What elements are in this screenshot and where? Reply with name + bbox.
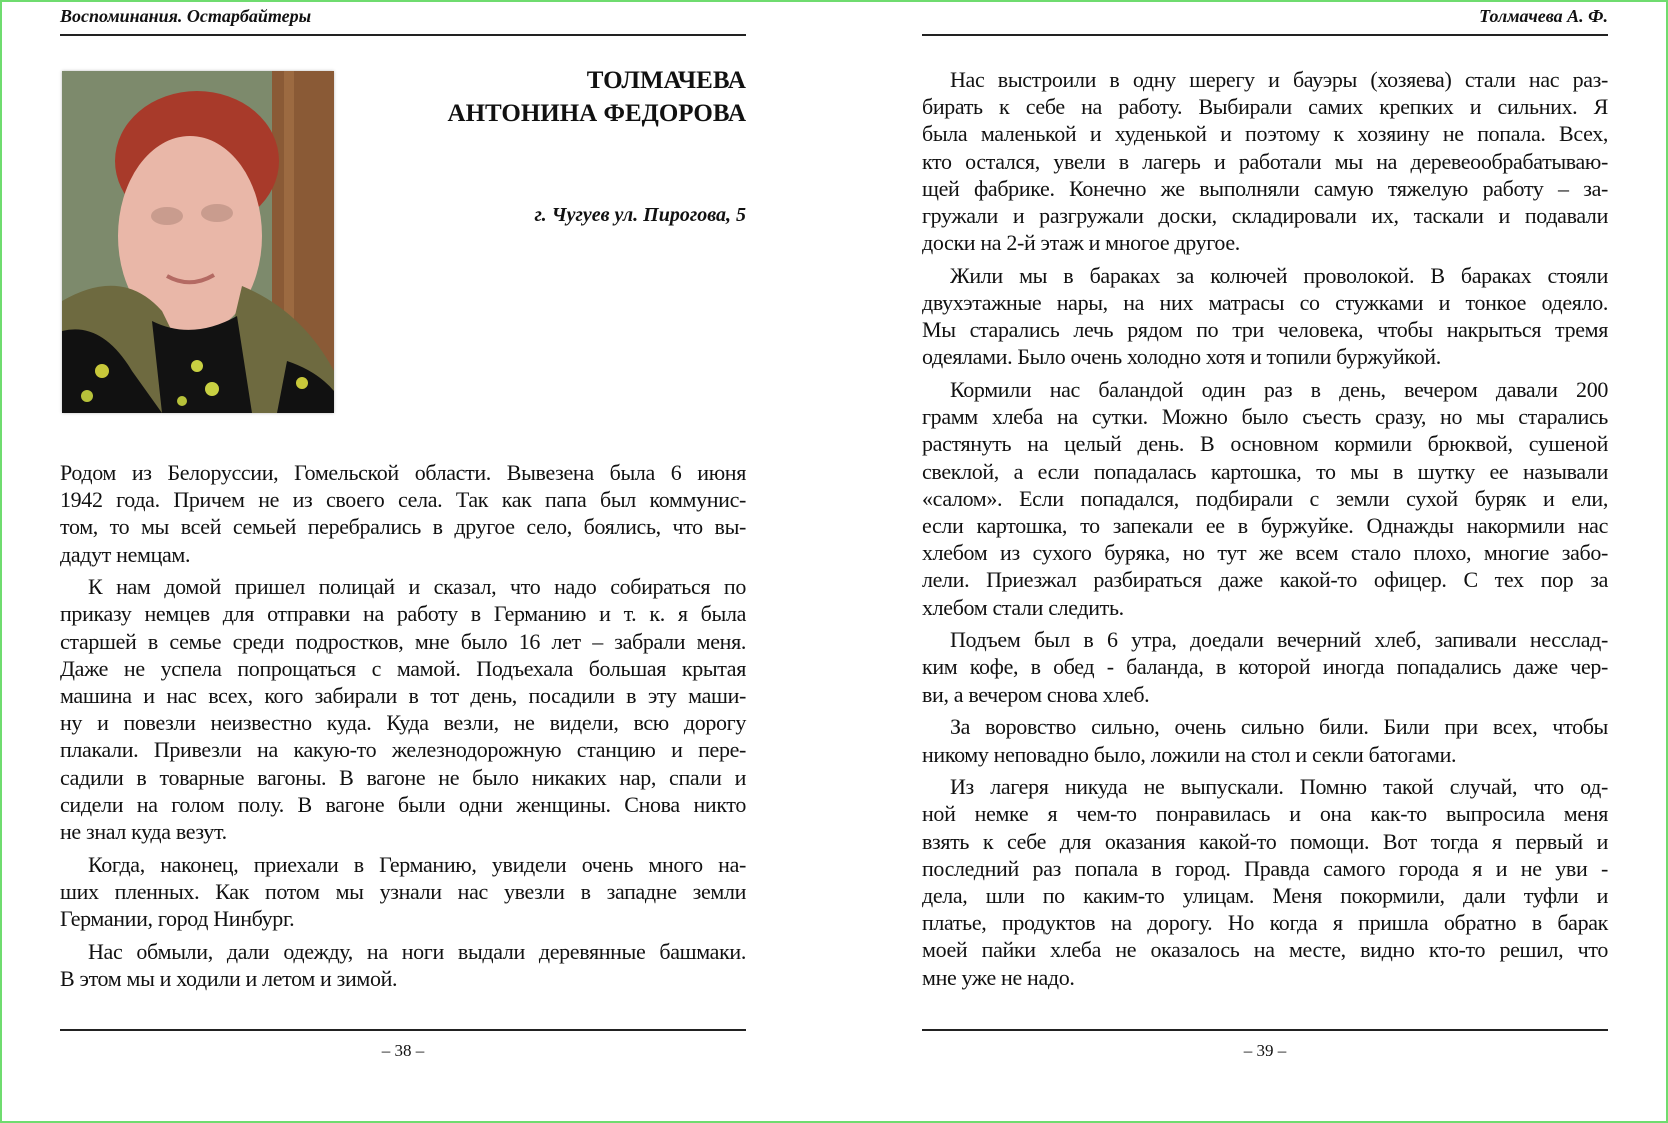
text-line: моей пайки хлеба не оказалось на месте, видно кто-то решил, что: [922, 937, 1608, 963]
text-line: Из лагеря никуда не выпускали. Помню такой случай, что од-: [950, 774, 1608, 800]
text-line: щей фабрике. Конечно же выполняли самую тяжелую работу – за-: [922, 175, 1608, 201]
text-line: Мы старались лечь рядом по три человека, чтобы накрыться тремя: [922, 317, 1608, 343]
text-line: лели. Приезжал разбираться даже какой-то офицер. С тех пор за: [922, 567, 1608, 593]
paragraph: [60, 459, 746, 568]
portrait-photo: [62, 71, 334, 413]
text-line: никому неповадно было, ложили на стол и секли батогами.: [922, 741, 1457, 767]
text-line: двухэтажные нары, на них матрасы со стужками и тонкое одеяло.: [922, 290, 1608, 315]
text-line: За воровство сильно, очень сильно били. Били при всех, чтобы: [950, 714, 1608, 740]
text-line: старшей в семье среди подростков, мне было 16 лет – забрали меня.: [60, 628, 746, 654]
text-line: приказу немцев для отправки на работу в Германию и т. к. я была: [60, 601, 746, 627]
title-given-names: АНТОНИНА ФЕДОРОВА: [447, 100, 746, 127]
paragraph: [60, 573, 746, 845]
text-line: Подъем был в 6 утра, доедали вечерний хлеб, запивали несслад-: [950, 627, 1608, 653]
text-line: хлебом из сухого буряка, но тут же всем стало плохо, многие забо-: [922, 540, 1608, 566]
footer-rule: [922, 1029, 1608, 1031]
text-line: дела, шли по каким-то улицам. Меня покормили, дали туфли и: [922, 882, 1608, 908]
text-line: одеялами. Было очень холодно хотя и топили буржуйкой.: [922, 344, 1441, 370]
text-line: дадут немцам.: [60, 541, 191, 567]
text-line: Кормили нас баландой один раз в день, вечером давали 200: [950, 377, 1608, 403]
text-line: взять к себе для оказания какой-то помощи. Вот тогда я первый и: [922, 828, 1608, 854]
text-line: Нас выстроили в одну шерегу и бауэры (хозяева) стали нас раз-: [950, 67, 1608, 92]
page-number-left: – 38 –: [381, 1041, 425, 1060]
paragraph: [922, 626, 1608, 708]
text-line: ну и повезли неизвестно куда. Куда везли, не видели, всю дорогу: [60, 710, 746, 736]
text-line: кто остался, увели в лагерь и работали мы на деревеообрабатываю-: [922, 148, 1608, 174]
text-line: «салом». Если попадался, подбирали с земли сухой буряк и ели,: [922, 485, 1608, 511]
text-line: машина и нас всех, кого забирали в тот день, посадили в эту маши-: [60, 683, 746, 708]
paragraph: [60, 938, 746, 992]
text-line: Когда, наконец, приехали в Германию, увидели очень много на-: [88, 851, 746, 877]
text-line: Родом из Белоруссии, Гомельской области. Вывезена была 6 июня: [60, 460, 746, 485]
text-line: плакали. Привезли на какую-то железнодорожную станцию и пере-: [60, 737, 746, 763]
text-line: последний раз попала в город. Правда самого города я и не уви -: [922, 855, 1608, 881]
footer-rule: [60, 1029, 746, 1031]
text-line: сидели на голом полу. В вагоне были одни женщины. Снова никто: [60, 791, 746, 817]
text-line: не знал куда везут.: [60, 818, 227, 844]
text-line: садили в товарные вагоны. В вагоне не было никаких нар, спали и: [60, 764, 746, 790]
text-line: ших пленных. Как потом мы узнали нас увезли в западне земли: [60, 878, 746, 904]
text-line: гружали и разгружали доски, складировали их, таскали и подавали: [922, 202, 1608, 228]
header-rule: [922, 34, 1608, 36]
text-line: растянуть на целый день. В основном кормили брюквой, сушеной: [922, 431, 1608, 457]
header-rule: [60, 34, 746, 36]
text-line: В этом мы и ходили и летом и зимой.: [60, 965, 398, 991]
running-head-left: Воспоминания. Остарбайтеры: [60, 6, 312, 26]
text-line: том, то мы всей семьей перебрались в другое село, боялись, что вы-: [60, 514, 746, 540]
address: г. Чугуев ул. Пирогова, 5: [534, 204, 746, 226]
running-head-right: Толмачева А. Ф.: [1479, 6, 1608, 26]
article-title: [448, 64, 746, 130]
text-line: Даже не успела попрощаться с мамой. Подъехала большая крытая: [60, 655, 746, 681]
page-number-right: – 39 –: [1243, 1041, 1287, 1060]
text-line: бирать к себе на работу. Выбирали самих крепких и сильних. Я: [922, 94, 1608, 120]
paragraph: [60, 851, 746, 933]
text-line: Германии, город Нинбург.: [60, 906, 295, 931]
text-line: свеклой, а если попадалась картошка, то мы в шутку ее называли: [922, 458, 1608, 484]
text-line: хлебом стали следить.: [922, 594, 1124, 620]
title-surname: ТОЛМАЧЕВА: [586, 67, 746, 94]
text-line: 1942 года. Причем не из своего села. Так как папа был коммунис-: [60, 487, 746, 513]
text-line: мне уже не надо.: [922, 964, 1075, 990]
paragraph: [922, 773, 1608, 991]
right-page: [922, 0, 1608, 1123]
body-text-right: [922, 66, 1608, 996]
text-line: ви, а вечером снова хлеб.: [922, 681, 1150, 707]
paragraph: [922, 713, 1608, 767]
left-page: [60, 0, 746, 1123]
text-line: платье, продуктов на дорогу. Но когда я пришла обратно в барак: [922, 910, 1608, 936]
text-line: была маленькой и худенькой и поэтому к хозяину не попала. Всех,: [922, 121, 1608, 147]
paragraph: [922, 262, 1608, 371]
text-line: если картошка, то запекали ее в буржуйке. Однажды накормили нас: [922, 513, 1608, 538]
text-line: Нас обмыли, дали одежду, на ноги выдали деревянные башмаки.: [88, 938, 746, 964]
paragraph: [922, 376, 1608, 621]
text-line: Жили мы в бараках за колючей проволокой. В бараках стояли: [950, 262, 1608, 288]
paragraph: [922, 66, 1608, 256]
text-line: ной немке я чем-то понравилась и она как-то выпросила меня: [922, 801, 1608, 827]
text-line: ким кофе, в обед - баланда, в которой иногда попадались даже чер-: [922, 654, 1608, 680]
body-text-left: [60, 459, 746, 998]
text-line: грамм хлеба на сутки. Можно было съесть сразу, но мы старались: [922, 404, 1608, 430]
text-line: К нам домой пришел полицай и сказал, что надо собираться по: [88, 574, 746, 600]
text-line: доски на 2-й этаж и многое другое.: [922, 230, 1240, 256]
